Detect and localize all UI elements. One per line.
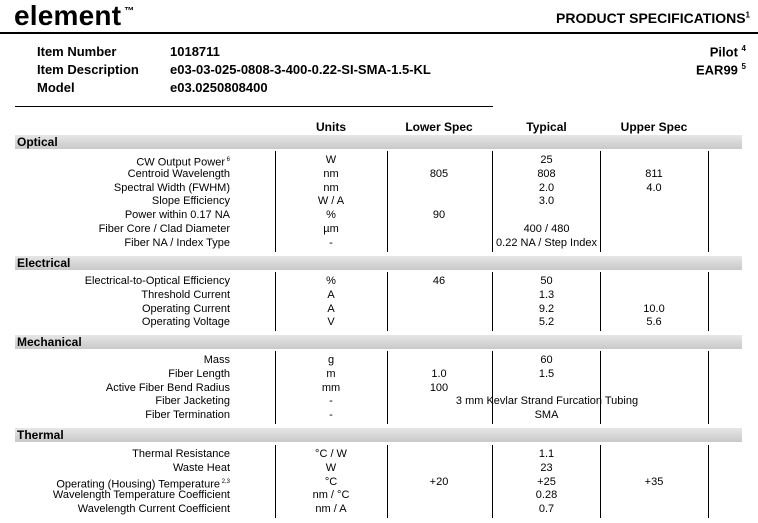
spec-unit: W / A <box>317 195 345 208</box>
spec-parameter <box>142 303 230 316</box>
spec-parameter <box>145 409 230 422</box>
spec-row <box>0 289 758 302</box>
item-description-value: e03-03-025-0808-3-400-0.22-SI-SMA-1.5-KL <box>170 62 431 77</box>
status-pilot-footnote: 4 <box>741 44 746 53</box>
spec-typical: SMA <box>534 409 559 422</box>
column-header-typical: Typical <box>526 120 567 134</box>
logo-trademark: ™ <box>124 6 135 17</box>
spec-unit: V <box>327 316 335 329</box>
spec-parameter-text: Centroid Wavelength <box>127 167 230 180</box>
section-title: Optical <box>17 135 58 149</box>
spec-parameter <box>132 448 230 461</box>
spec-unit: nm <box>323 181 339 194</box>
spec-unit: nm <box>323 167 339 180</box>
spec-parameter <box>142 316 230 329</box>
spec-parameter <box>106 382 230 395</box>
spec-parameter-text: Spectral Width (FWHM) <box>113 181 230 194</box>
spec-parameter-text: Fiber NA / Index Type <box>124 236 230 249</box>
item-number-value: 1018711 <box>170 44 220 59</box>
spec-parameter-text: Wavelength Current Coefficient <box>77 503 230 516</box>
spec-row <box>0 154 758 167</box>
spec-upper: 10.0 <box>643 302 665 315</box>
spec-typical: 60 <box>540 354 553 366</box>
export-class <box>696 62 746 77</box>
spec-typical: 400 / 480 <box>523 223 570 235</box>
spec-typical: 1.1 <box>538 448 555 460</box>
spec-parameter-text: Fiber Length <box>168 367 230 380</box>
spec-row <box>0 195 758 208</box>
spec-parameter <box>155 395 230 408</box>
spec-parameter-text: Slope Efficiency <box>151 195 230 208</box>
spec-unit: W <box>325 154 337 166</box>
spec-lower: +20 <box>429 475 449 488</box>
spec-typical: 3.0 <box>538 195 555 208</box>
footnote-marker: 6 <box>224 157 230 163</box>
spec-parameter <box>85 275 230 288</box>
spec-parameter <box>99 223 230 236</box>
spec-typical: +25 <box>537 475 556 488</box>
info-divider <box>15 106 493 107</box>
spec-unit: °C / W <box>315 448 347 460</box>
spec-typical: 23 <box>540 461 553 474</box>
status-pilot <box>710 44 746 59</box>
spec-parameter-text: Mass <box>203 354 230 366</box>
spec-typical: 1.5 <box>538 367 555 380</box>
item-number-label: Item Number <box>37 44 117 59</box>
spec-unit: nm / °C <box>312 489 350 502</box>
spec-parameter <box>173 462 230 475</box>
spec-typical: 9.2 <box>538 302 555 315</box>
spec-upper: +35 <box>644 475 664 488</box>
spec-unit: g <box>327 354 335 366</box>
spec-row <box>0 182 758 195</box>
spec-parameter-text: Waste Heat <box>172 461 230 474</box>
model-label: Model <box>37 80 75 95</box>
spec-lower: 805 <box>429 167 449 180</box>
spec-parameter-text: Operating Current <box>141 302 230 315</box>
spec-parameter-text: Wavelength Temperature Coefficient <box>52 489 230 502</box>
spec-row <box>0 489 758 502</box>
spec-parameter-text: Active Fiber Bend Radius <box>105 381 230 394</box>
spec-lower: 1.0 <box>431 367 447 380</box>
spec-typical: 25 <box>540 154 553 166</box>
spec-row <box>0 303 758 316</box>
spec-parameter <box>78 503 230 516</box>
spec-row <box>0 275 758 288</box>
section-title: Mechanical <box>17 335 82 349</box>
spec-parameter <box>168 368 230 381</box>
spec-row <box>0 237 758 250</box>
spec-parameter-text: Fiber Jacketing <box>155 395 230 408</box>
header-divider <box>0 32 758 34</box>
spec-typical: 2.0 <box>538 181 555 194</box>
spec-parameter-text: Power within 0.17 NA <box>124 209 230 222</box>
spec-parameter <box>128 168 230 181</box>
spec-upper: 5.6 <box>646 316 662 329</box>
spec-unit: °C <box>324 475 338 488</box>
model-value: e03.0250808400 <box>170 80 268 95</box>
spec-upper: 811 <box>645 167 663 180</box>
spec-unit: - <box>329 409 333 422</box>
spec-parameter <box>141 289 230 302</box>
spec-row <box>0 448 758 461</box>
spec-typical: 0.7 <box>538 503 555 516</box>
spec-parameter-text: Threshold Current <box>141 288 230 301</box>
spec-parameter <box>125 209 230 222</box>
spec-parameter <box>124 237 230 250</box>
section-header-optical <box>15 135 742 149</box>
footnote-marker: 2,3 <box>219 478 230 485</box>
export-class-footnote: 5 <box>741 62 746 71</box>
spec-parameter-text: Operating Voltage <box>141 316 230 329</box>
section-title: Thermal <box>17 428 64 442</box>
spec-row <box>0 503 758 516</box>
spec-row <box>0 382 758 395</box>
section-header-thermal <box>15 428 742 442</box>
spec-unit: µm <box>323 223 339 235</box>
spec-typical: 0.22 NA / Step Index <box>496 236 597 249</box>
spec-parameter-text: Operating (Housing) Temperature <box>56 478 220 491</box>
spec-typical: 0.28 <box>535 489 558 502</box>
spec-parameter-text: CW Output Power <box>136 156 225 169</box>
spec-lower: 46 <box>432 275 446 287</box>
section-header-mechanical <box>15 335 742 349</box>
spec-parameter <box>204 354 230 367</box>
spec-parameter <box>152 195 230 208</box>
spec-row <box>0 476 758 489</box>
logo-text: element <box>14 0 122 31</box>
spec-lower: 90 <box>432 209 446 222</box>
spec-row <box>0 409 758 422</box>
spec-typical: 1.3 <box>538 288 555 301</box>
spec-lower: 100 <box>429 381 449 394</box>
spec-row <box>0 316 758 329</box>
spec-row <box>0 462 758 475</box>
spec-unit: nm / A <box>315 503 347 516</box>
spec-parameter-text: Thermal Resistance <box>132 448 230 460</box>
section-title: Electrical <box>17 256 71 270</box>
spec-parameter <box>114 182 230 195</box>
page-title-text: PRODUCT SPECIFICATIONS <box>556 10 746 26</box>
export-class-text: EAR99 <box>696 62 738 78</box>
spec-unit: m <box>326 367 336 380</box>
spec-parameter-text: Fiber Core / Clad Diameter <box>98 223 230 235</box>
spec-row <box>0 168 758 181</box>
spec-row <box>0 395 758 408</box>
column-header-lower-spec: Lower Spec <box>405 120 473 134</box>
spec-unit: mm <box>321 381 341 394</box>
brand-logo <box>14 0 134 32</box>
page-title-footnote: 1 <box>745 10 750 20</box>
spec-row <box>0 354 758 367</box>
spec-unit: A <box>327 302 335 315</box>
spec-typical: 808 <box>537 167 556 180</box>
page-title <box>556 10 750 26</box>
spec-row <box>0 223 758 236</box>
spec-row <box>0 209 758 222</box>
status-pilot-text: Pilot <box>709 44 738 60</box>
spec-parameter-text: Fiber Termination <box>145 409 230 422</box>
spec-parameter-text: Electrical-to-Optical Efficiency <box>84 275 230 287</box>
spec-unit: A <box>327 288 335 301</box>
spec-unit: W <box>325 461 337 474</box>
spec-parameter <box>53 489 230 502</box>
column-header-units: Units <box>316 120 346 134</box>
spec-unit: - <box>329 395 333 408</box>
item-description-label: Item Description <box>37 62 139 77</box>
spec-unit: % <box>326 275 336 287</box>
section-header-electrical <box>15 256 742 270</box>
spec-upper: 4.0 <box>646 181 662 194</box>
spec-typical: 50 <box>540 275 553 287</box>
spec-unit: % <box>326 209 336 222</box>
spec-row <box>0 368 758 381</box>
spec-typical: 5.2 <box>538 316 555 329</box>
spec-value-span: 3 mm Kevlar Strand Furcation Tubing <box>455 395 639 408</box>
column-header-upper-spec: Upper Spec <box>620 120 688 134</box>
spec-unit: - <box>329 236 333 249</box>
